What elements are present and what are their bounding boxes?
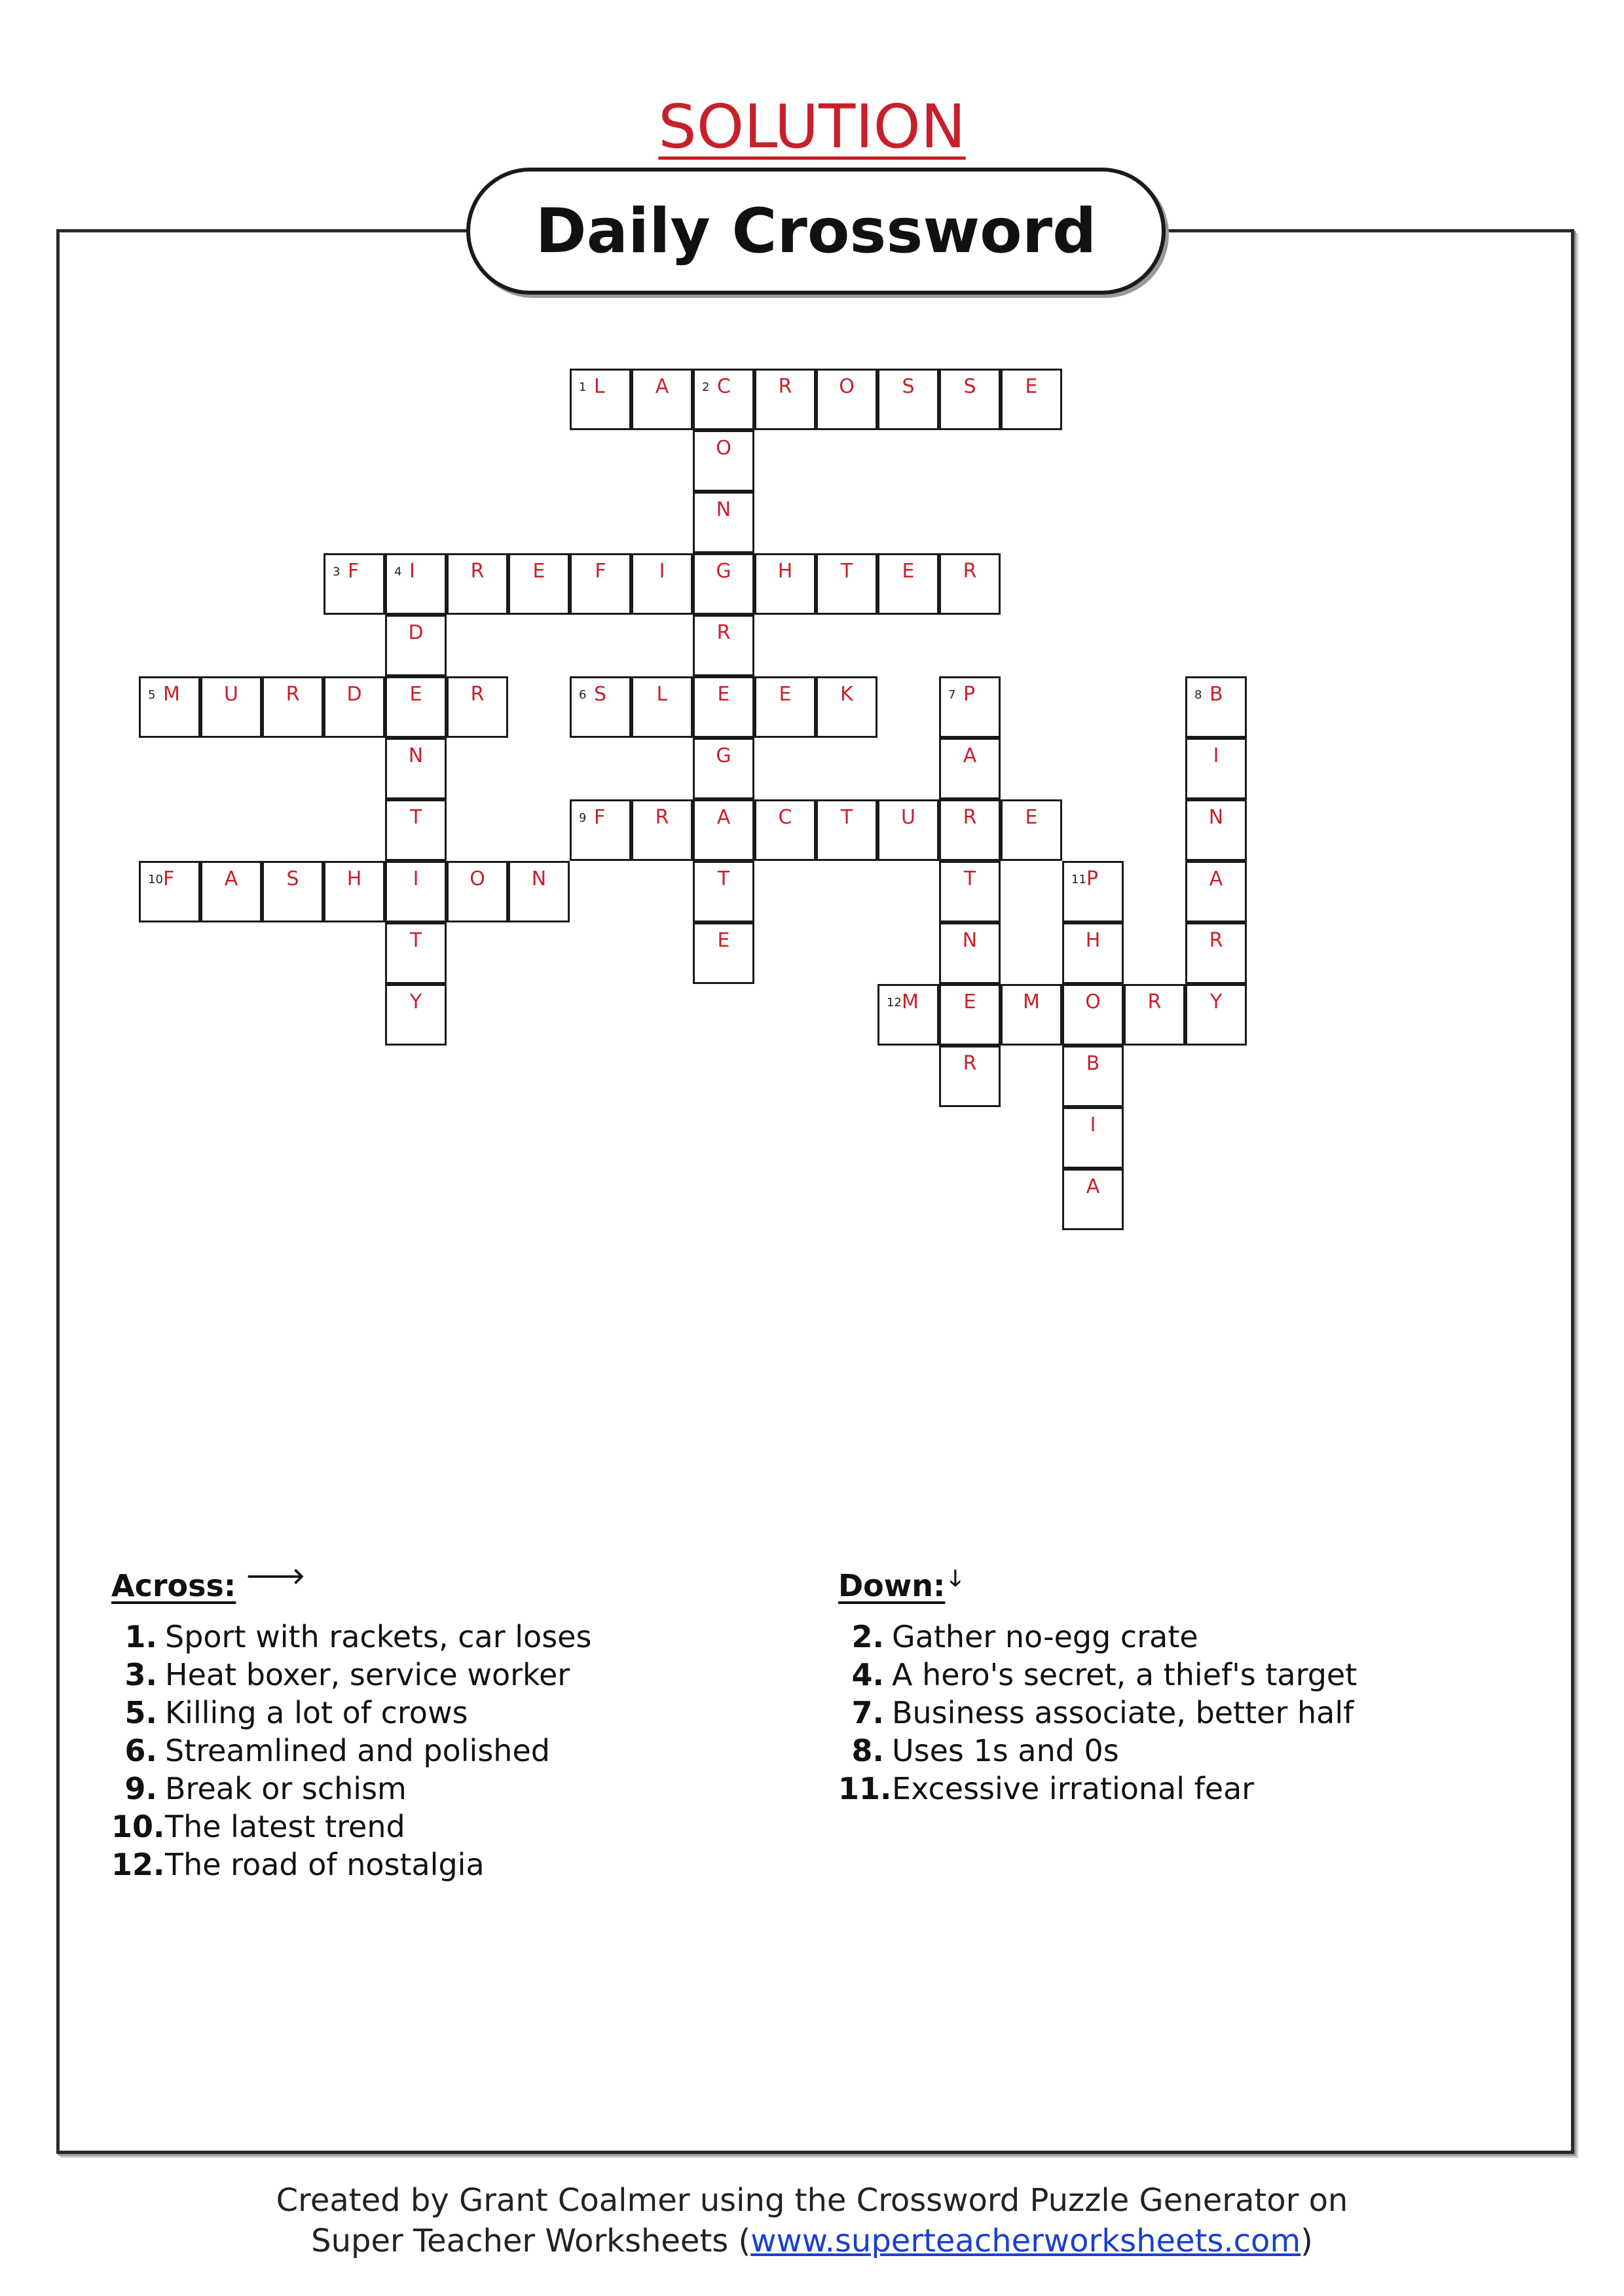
cell-letter: N (962, 929, 978, 952)
cell-letter: F (595, 560, 606, 583)
cell-letter: G (716, 560, 731, 583)
down-arrow-icon: 🡓 (950, 1565, 961, 1592)
clue-item (838, 1770, 1357, 1808)
grid-cell[interactable] (693, 430, 754, 492)
cell-letter: H (777, 560, 793, 583)
cell-letter: E (717, 929, 730, 952)
grid-cell[interactable] (754, 676, 816, 738)
grid-cell[interactable] (693, 799, 754, 861)
clue-number: 4. (851, 1657, 884, 1692)
grid-cell[interactable] (816, 369, 877, 430)
cell-number: 1 (579, 380, 587, 394)
cell-letter: R (963, 1052, 977, 1075)
clue-item (111, 1770, 591, 1808)
cell-number: 6 (579, 688, 587, 702)
grid-cell[interactable] (631, 553, 693, 615)
down-heading-label: Down: (838, 1568, 946, 1603)
cell-letter: I (409, 560, 415, 583)
cell-letter: A (224, 867, 238, 890)
grid-cell[interactable] (385, 861, 447, 922)
clue-number: 3. (124, 1657, 157, 1692)
cell-number: 9 (579, 811, 587, 825)
cell-letter: I (1090, 1114, 1096, 1137)
grid-cell[interactable] (693, 922, 754, 984)
cell-letter: C (778, 806, 792, 829)
cell-letter: A (1209, 867, 1223, 890)
cell-letter: E (1025, 806, 1038, 829)
cell-letter: O (716, 437, 731, 460)
footer (0, 2180, 1624, 2261)
across-heading (111, 1563, 591, 1603)
grid-cell[interactable] (385, 615, 447, 676)
grid-cell[interactable] (754, 799, 816, 861)
grid-cell[interactable] (939, 553, 1001, 615)
clue-item (111, 1694, 591, 1732)
clue-number: 10. (111, 1809, 165, 1844)
cell-letter: I (413, 867, 419, 890)
cell-letter: E (1025, 375, 1038, 398)
grid-cell[interactable] (939, 984, 1001, 1046)
cell-letter: Y (409, 991, 422, 1013)
grid-cell[interactable] (200, 676, 262, 738)
cell-letter: K (840, 683, 853, 706)
cell-letter: A (963, 744, 977, 767)
grid-cell[interactable] (877, 553, 939, 615)
grid-cell[interactable] (1001, 984, 1062, 1046)
cell-letter: N (1208, 806, 1224, 829)
grid-cell[interactable] (1062, 1169, 1124, 1230)
cell-letter: T (840, 806, 853, 829)
cell-number: 4 (394, 565, 402, 579)
cell-letter: A (1086, 1175, 1100, 1198)
grid-cell[interactable] (1001, 369, 1062, 430)
clue-number: 9. (124, 1771, 157, 1806)
grid-cell[interactable] (385, 922, 447, 984)
grid-cell[interactable] (385, 553, 447, 615)
grid-cell[interactable] (1062, 984, 1124, 1046)
clue-number: 5. (124, 1695, 157, 1730)
cell-letter: I (659, 560, 665, 583)
grid-cell[interactable] (693, 861, 754, 922)
grid-cell[interactable] (262, 676, 323, 738)
grid-cell[interactable] (693, 738, 754, 799)
grid-cell[interactable] (570, 553, 631, 615)
grid-cell[interactable] (1185, 861, 1247, 922)
cell-letter: D (346, 683, 362, 706)
cell-letter: L (594, 375, 605, 398)
grid-cell[interactable] (693, 676, 754, 738)
grid-cell[interactable] (570, 676, 631, 738)
clue-text: Heat boxer, service worker (165, 1657, 570, 1692)
grid-cell[interactable] (754, 553, 816, 615)
cell-letter: T (840, 560, 853, 583)
grid-cell[interactable] (693, 615, 754, 676)
clue-text: A hero's secret, a thief's target (892, 1657, 1357, 1692)
grid-cell[interactable] (939, 369, 1001, 430)
grid-cell[interactable] (323, 553, 385, 615)
clue-number: 7. (851, 1695, 884, 1730)
grid-cell[interactable] (262, 861, 323, 922)
cell-letter: E (779, 683, 792, 706)
grid-cell[interactable] (1185, 984, 1247, 1046)
grid-cell[interactable] (1185, 799, 1247, 861)
clue-item (111, 1656, 591, 1694)
cell-letter: U (224, 683, 238, 706)
grid-cell[interactable] (939, 861, 1001, 922)
grid-cell[interactable] (939, 738, 1001, 799)
grid-cell[interactable] (693, 492, 754, 553)
cell-number: 8 (1194, 688, 1202, 702)
cell-letter: H (346, 867, 362, 890)
cell-letter: B (1086, 1052, 1100, 1075)
cell-letter: E (717, 683, 730, 706)
cell-letter: T (717, 867, 730, 890)
grid-cell[interactable] (323, 676, 385, 738)
cell-letter: E (963, 991, 976, 1013)
clue-text: Break or schism (165, 1771, 407, 1806)
clue-text: Business associate, better half (892, 1695, 1354, 1730)
cell-letter: C (717, 375, 731, 398)
clue-number: 11. (838, 1771, 892, 1806)
cell-letter: N (716, 498, 731, 521)
grid-cell[interactable] (570, 369, 631, 430)
grid-cell[interactable] (323, 861, 385, 922)
grid-cell[interactable] (939, 1046, 1001, 1107)
cell-letter: R (1147, 991, 1162, 1013)
grid-cell[interactable] (139, 861, 200, 922)
cell-number: 11 (1071, 873, 1086, 886)
cell-letter: R (1209, 929, 1223, 952)
clue-item (838, 1618, 1357, 1656)
cell-letter: D (408, 621, 424, 644)
grid-cell[interactable] (877, 799, 939, 861)
down-heading (838, 1565, 1357, 1603)
cell-number: 2 (702, 380, 710, 394)
grid-cell[interactable] (939, 676, 1001, 738)
grid-cell[interactable] (385, 799, 447, 861)
grid-cell[interactable] (385, 676, 447, 738)
grid-cell[interactable] (877, 984, 939, 1046)
cell-number: 12 (887, 996, 902, 1010)
grid-cell[interactable] (816, 799, 877, 861)
cell-letter: S (286, 867, 299, 890)
cell-letter: T (963, 867, 976, 890)
clue-text: Killing a lot of crows (165, 1695, 468, 1730)
cell-letter: P (1086, 867, 1099, 890)
grid-cell[interactable] (754, 369, 816, 430)
cell-letter: F (594, 806, 606, 829)
clue-item (838, 1732, 1357, 1770)
cell-letter: R (963, 806, 977, 829)
cell-letter: R (286, 683, 300, 706)
cell-letter: E (532, 560, 545, 583)
cell-letter: O (839, 375, 855, 398)
grid-cell[interactable] (693, 553, 754, 615)
across-heading-label: Across: (111, 1568, 236, 1603)
clue-text: The latest trend (165, 1809, 405, 1844)
clue-item (838, 1694, 1357, 1732)
cell-letter: M (163, 683, 180, 706)
grid-cell[interactable] (877, 369, 939, 430)
cell-letter: M (1023, 991, 1040, 1013)
right-arrow-icon: 🡒 (246, 1563, 306, 1590)
cell-letter: M (902, 991, 919, 1013)
grid-cell[interactable] (570, 799, 631, 861)
grid-cell[interactable] (816, 676, 877, 738)
cell-letter: L (656, 683, 668, 706)
site-link[interactable]: www.superteacherworksheets.com (750, 2223, 1301, 2259)
clue-item (111, 1846, 591, 1884)
grid-cell[interactable] (508, 553, 570, 615)
cell-letter: R (963, 560, 977, 583)
footer-site-line (0, 2221, 1624, 2261)
grid-cell[interactable] (816, 553, 877, 615)
cell-letter: A (716, 806, 731, 829)
clue-number: 6. (124, 1733, 157, 1768)
solution-label: SOLUTION (658, 92, 966, 162)
cell-letter: P (963, 683, 976, 706)
cell-letter: E (902, 560, 915, 583)
clue-number: 2. (851, 1619, 884, 1654)
grid-cell[interactable] (447, 676, 508, 738)
grid-cell[interactable] (385, 738, 447, 799)
grid-cell[interactable] (1062, 1107, 1124, 1169)
clue-item (838, 1656, 1357, 1694)
cell-letter: O (1085, 991, 1101, 1013)
cell-number: 3 (333, 565, 341, 579)
grid-cell[interactable] (447, 861, 508, 922)
page-title: Daily Crossword (535, 195, 1097, 267)
grid-cell[interactable] (631, 799, 693, 861)
cell-letter: O (470, 867, 485, 890)
clue-text: The road of nostalgia (165, 1847, 485, 1882)
across-clues (111, 1563, 592, 1884)
cell-number: 10 (148, 873, 163, 886)
grid-cell[interactable] (631, 369, 693, 430)
grid-cell[interactable] (200, 861, 262, 922)
clue-text: Streamlined and polished (165, 1733, 550, 1768)
cell-letter: F (348, 560, 360, 583)
cell-letter: A (655, 375, 669, 398)
cell-letter: R (655, 806, 669, 829)
clue-text: Sport with rackets, car loses (165, 1619, 592, 1654)
cell-number: 7 (948, 688, 956, 702)
cell-letter: I (1213, 744, 1219, 767)
cell-letter: N (408, 744, 424, 767)
grid-cell[interactable] (508, 861, 570, 922)
clue-text: Gather no-egg crate (892, 1619, 1198, 1654)
cell-letter: U (901, 806, 915, 829)
grid-cell[interactable] (1185, 922, 1247, 984)
cell-letter: R (470, 560, 485, 583)
grid-cell[interactable] (1001, 799, 1062, 861)
footer-site-suffix: ) (1301, 2223, 1313, 2259)
cell-number: 5 (148, 688, 156, 702)
grid-cell[interactable] (1062, 922, 1124, 984)
cell-letter: S (902, 375, 915, 398)
footer-credit: Created by Grant Coalmer using the Crossword Puzzle Generator on (276, 2182, 1348, 2219)
cell-letter: H (1085, 929, 1101, 952)
grid-cell[interactable] (939, 799, 1001, 861)
clue-number: 12. (111, 1847, 165, 1882)
clue-item (111, 1618, 591, 1656)
footer-site-prefix: Super Teacher Worksheets ( (311, 2223, 751, 2259)
grid-cell[interactable] (139, 676, 200, 738)
cell-letter: Y (1209, 991, 1223, 1013)
grid-cell[interactable] (939, 922, 1001, 984)
grid-cell[interactable] (447, 553, 508, 615)
grid-cell[interactable] (1185, 738, 1247, 799)
clue-number: 1. (124, 1619, 157, 1654)
cell-letter: R (470, 683, 485, 706)
grid-cell[interactable] (1185, 676, 1247, 738)
clue-number: 8. (851, 1733, 884, 1768)
cell-letter: R (778, 375, 792, 398)
grid-cell[interactable] (1062, 861, 1124, 922)
clue-item (111, 1732, 591, 1770)
cell-letter: E (409, 683, 422, 706)
grid-cell[interactable] (693, 369, 754, 430)
cell-letter: S (963, 375, 976, 398)
cell-letter: T (409, 929, 422, 952)
grid-cell[interactable] (1124, 984, 1185, 1046)
grid-cell[interactable] (631, 676, 693, 738)
cell-letter: N (531, 867, 547, 890)
cell-letter: R (716, 621, 731, 644)
cell-letter: S (594, 683, 607, 706)
grid-cell[interactable] (1062, 1046, 1124, 1107)
grid-cell[interactable] (385, 984, 447, 1046)
clue-text: Excessive irrational fear (892, 1771, 1255, 1806)
clue-item (111, 1808, 591, 1846)
cell-letter: B (1209, 683, 1223, 706)
cell-letter: T (409, 806, 422, 829)
clue-text: Uses 1s and 0s (892, 1733, 1119, 1768)
cell-letter: G (716, 744, 731, 767)
down-clues (838, 1565, 1357, 1808)
cell-letter: F (163, 867, 175, 890)
